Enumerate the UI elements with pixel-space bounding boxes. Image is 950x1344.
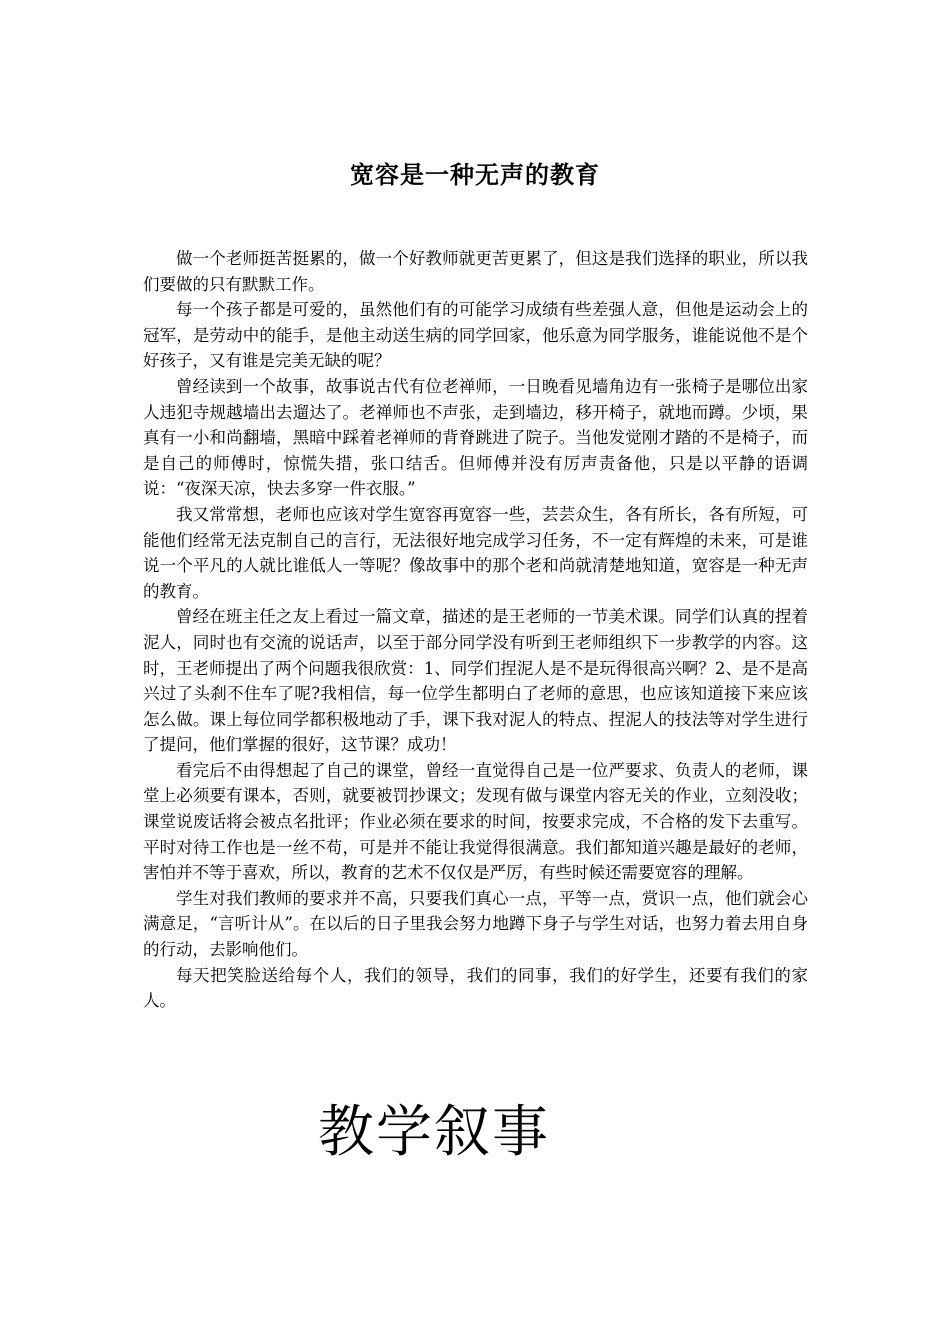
paragraph: 做一个老师挺苦挺累的，做一个好教师就更苦更累了，但这是我们选择的职业，所以我们要做的只有默默工作。 xyxy=(143,249,808,294)
document-title: 宽容是一种无声的教育 xyxy=(350,160,600,189)
footer-title: 教学叙事 xyxy=(318,1100,550,1165)
paragraph: 曾经在班主任之友上看过一篇文章，描述的是王老师的一节美术课。同学们认真的捏着泥人，同时也有交流的说话声，以至于部分同学没有听到王老师组织下一步教学的内容。这时，王老师提出了两个问题我很欣赏：1、同学们捏泥人是不是玩得很高兴啊？2、是不是高兴过了头刹不住车了呢?我相信，每一位学生都明白了老师的意思，也应该知道接下来应该怎么做。课上每位同学都积极地动了手，课下我对泥人的特点、捏泥人的技法等对学生进行了提问，他们掌握的很好，这节课？成功！ xyxy=(143,607,808,755)
paragraph: 曾经读到一个故事，故事说古代有位老禅师，一日晚看见墙角边有一张椅子是哪位出家人违犯寺规越墙出去遛达了。老禅师也不声张，走到墙边，移开椅子，就地而蹲。少顷，果真有一小和尚翻墙，黑暗中踩着老禅师的背脊跳进了院子。当他发觉刚才踏的不是椅子，而是自己的师傅时，惊慌失措，张口结舌。但师傅并没有厉声责备他，只是以平静的语调说：“夜深天凉，快去多穿一件衣服。” xyxy=(143,376,808,499)
paragraph: 学生对我们教师的要求并不高，只要我们真心一点，平等一点，赏识一点，他们就会心满意足，“言听计从”。在以后的日子里我会努力地蹲下身子与学生对话，也努力着去用自身的行动，去影响他们。 xyxy=(143,888,808,960)
paragraph: 每一个孩子都是可爱的，虽然他们有的可能学习成绩有些差强人意，但他是运动会上的冠军，是劳动中的能手，是他主动送生病的同学回家，他乐意为同学服务，谁能说他不是个好孩子，又有谁是完美无缺的呢？ xyxy=(143,300,808,371)
document-body xyxy=(143,246,808,1014)
paragraph: 看完后不由得想起了自己的课堂，曾经一直觉得自己是一位严要求、负责人的老师，课堂上必须要有课本，否则，就要被罚抄课文；发现有做与课堂内容无关的作业，立刻没收；课堂说废话将会被点名批评；作业必须在要求的时间，按要求完成，不合格的发下去重写。平时对待工作也是一丝不苟，可是并不能让我觉得很满意。我们都知道兴趣是最好的老师，害怕并不等于喜欢，所以，教育的艺术不仅仅是严厉，有些时候还需要宽容的理解。 xyxy=(143,760,808,883)
paragraph: 每天把笑脸送给每个人，我们的领导，我们的同事，我们的好学生，还要有我们的家人。 xyxy=(143,965,808,1011)
paragraph: 我又常常想，老师也应该对学生宽容再宽容一些，芸芸众生，各有所长，各有所短，可能他们经常无法克制自己的言行，无法很好地完成学习任务，不一定有辉煌的未来，可是谁说一个平凡的人就比谁低人一等呢？像故事中的那个老和尚就清楚地知道，宽容是一种无声的教育。 xyxy=(143,504,808,601)
